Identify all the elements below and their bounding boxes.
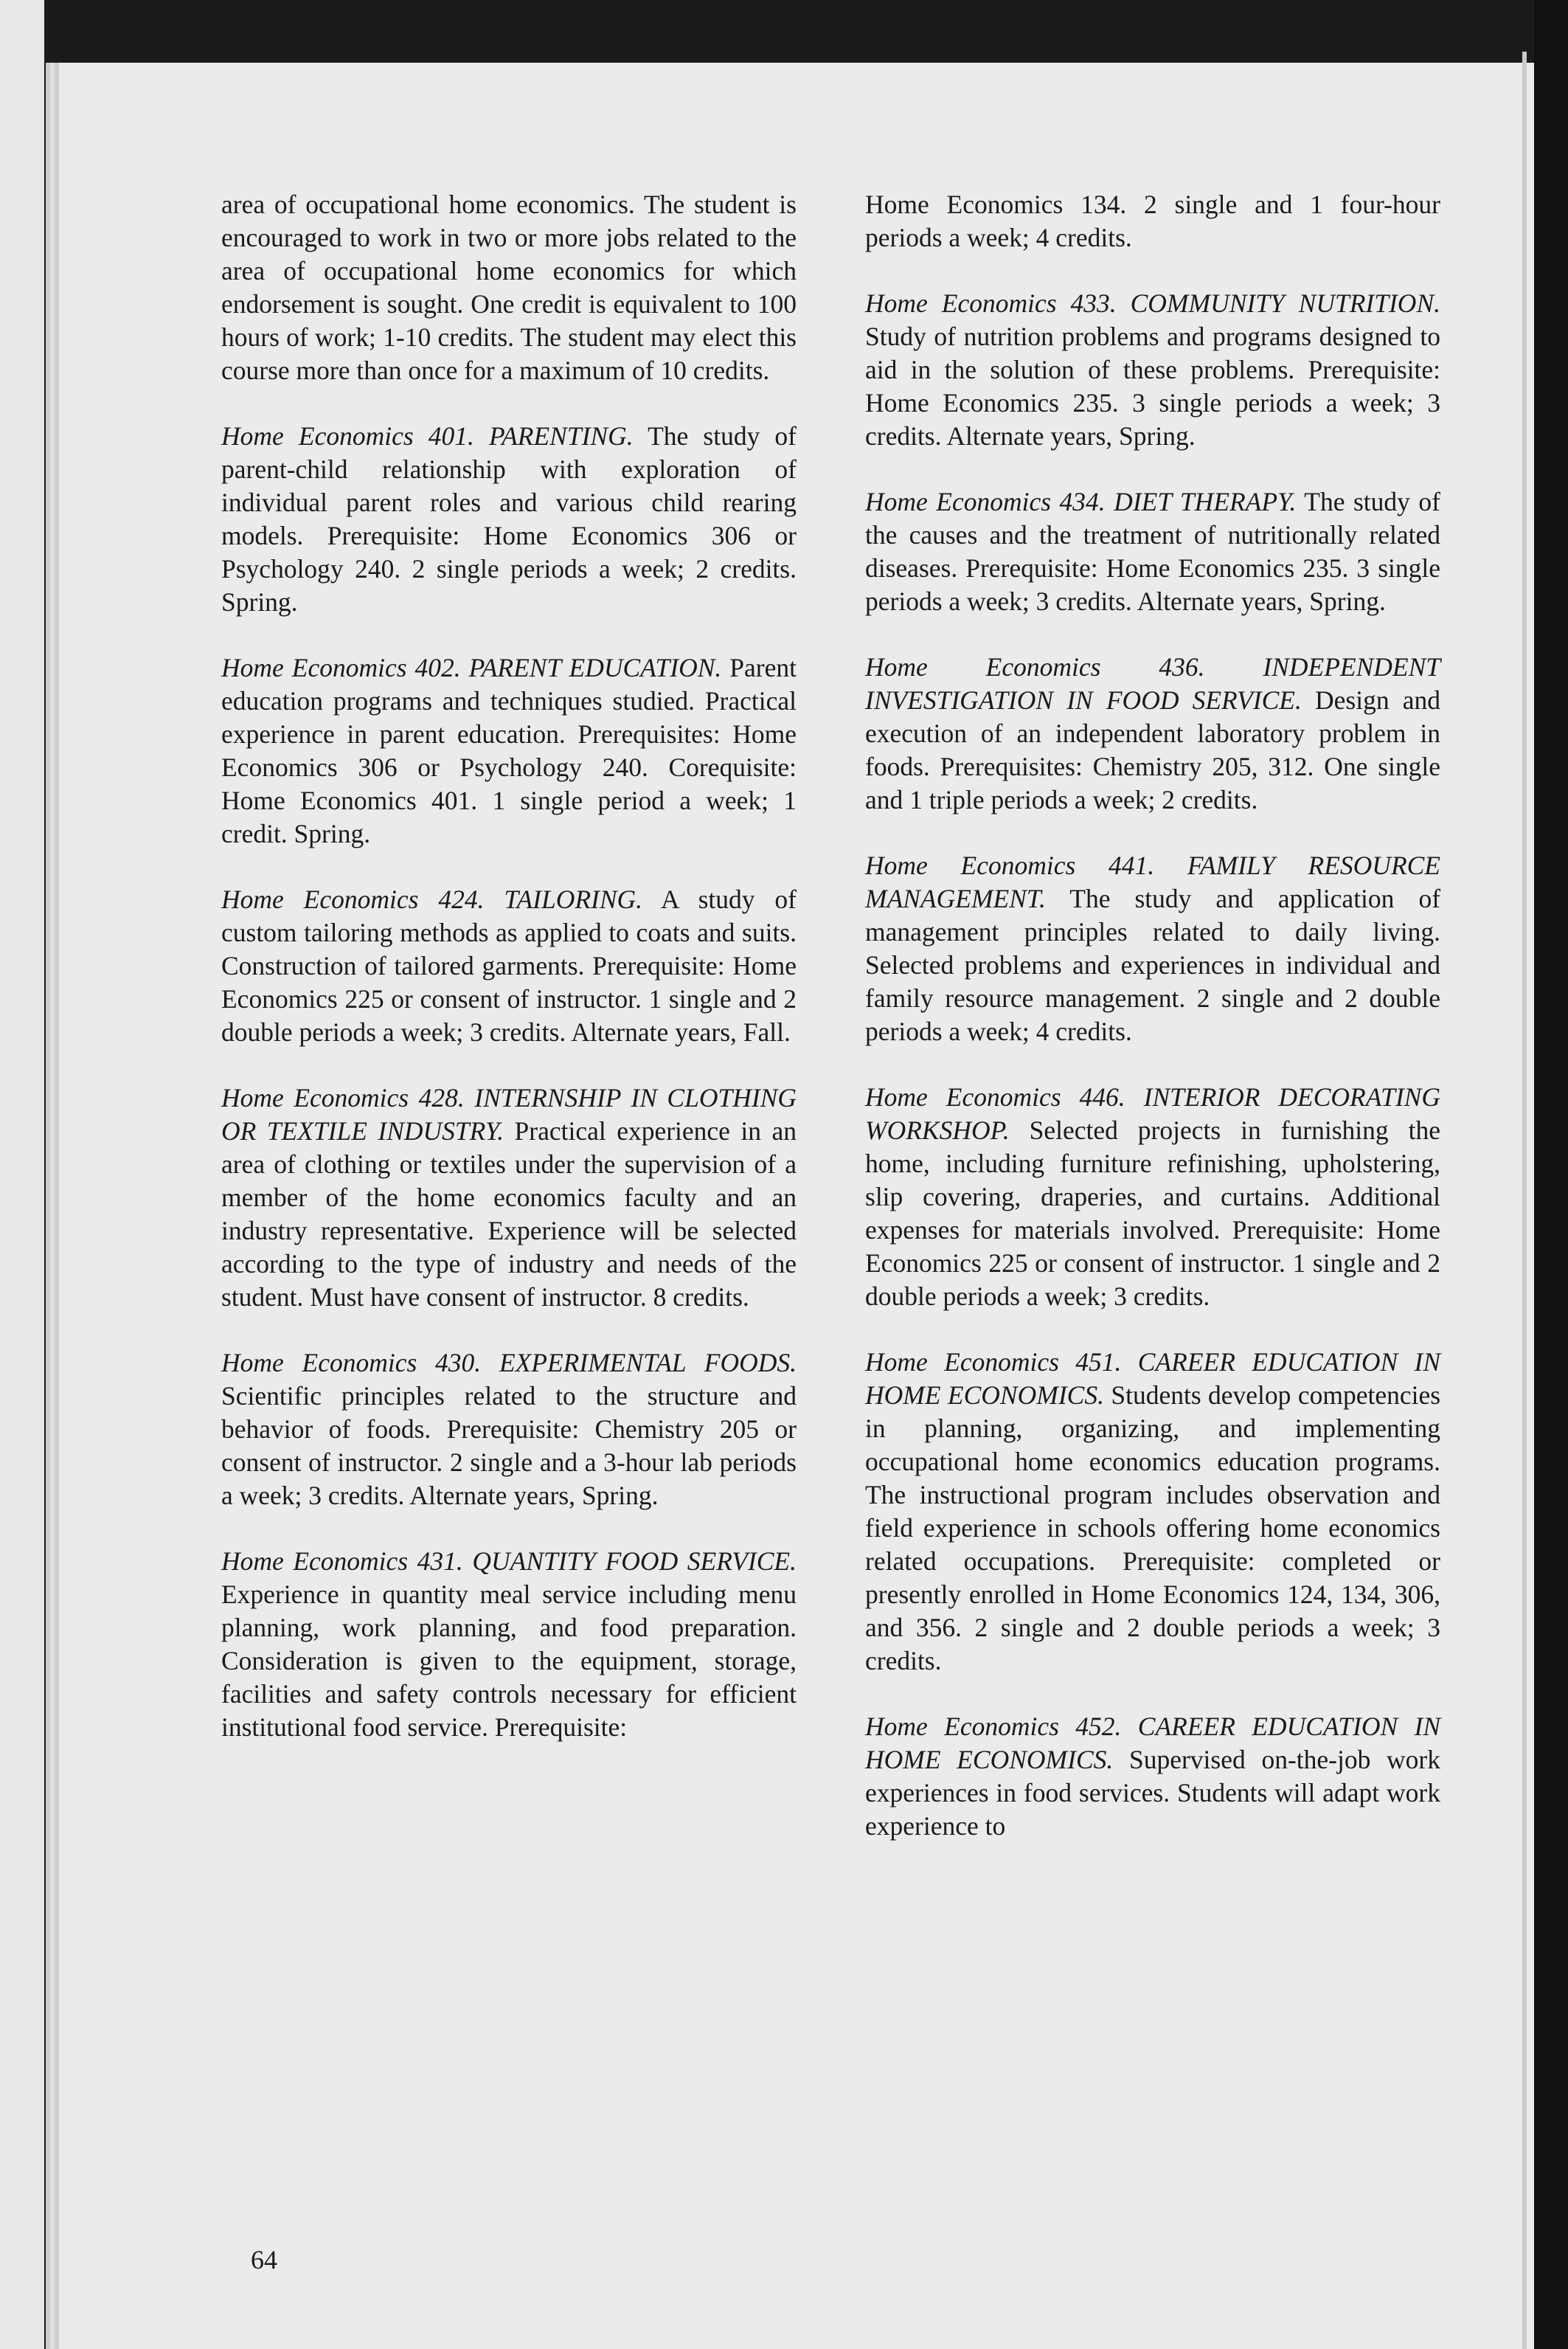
course-description: The study of the causes and the treatment of nutritionally related diseases. Prerequisite: Home Economics 235. 3 single periods a week; 3 credits. Alternate years, Spring. — [865, 487, 1440, 616]
course-entry — [221, 883, 797, 1049]
course-entry — [221, 1545, 797, 1744]
course-description: Supervised on-the-job work experiences in food services. Students will adapt work experience to — [865, 1745, 1441, 1841]
course-description: Home Economics 134. 2 single and 1 four-hour periods a week; 4 credits. — [865, 190, 1440, 252]
course-description: The study and application of management principles related to daily living. Selected problems and experiences in individual and family resource management. 2 single and 2 double periods a week; 4 credits. — [865, 884, 1441, 1046]
course-description: Design and execution of an independent laboratory problem in foods. Prerequisites: Chemistry 205, 312. One single and 1 triple periods a week; 2 credits. — [865, 685, 1440, 814]
left-column — [221, 188, 797, 1777]
course-description: Practical experience in an area of clothing or textiles under the supervision of a member of the home economics faculty and an industry representative. Experience will be selected according to the type of industry and needs of the student. Must have consent of instructor. 8 credits. — [221, 1116, 797, 1312]
course-entry — [865, 1346, 1440, 1678]
course-entry — [865, 849, 1440, 1048]
course-title: Home Economics 452. CAREER EDUCATION IN HOME ECONOMICS. — [865, 1712, 1440, 1774]
book-spine — [1534, 0, 1568, 2349]
course-description: Scientific principles related to the structure and behavior of foods. Prerequisite: Chemistry 205 or consent of instructor. 2 single and a 3-hour lab periods a week; 3 credits. Alternate years, Spring. — [221, 1381, 797, 1510]
course-description: Parent education programs and techniques studied. Practical experience in parent education. Prerequisites: Home Economics 306 or Psychology 240. Corequisite: Home Economics 401. 1 single period a week; 1 credit. Spring. — [221, 653, 797, 848]
course-entry — [865, 287, 1440, 453]
course-description: A study of custom tailoring methods as applied to coats and suits. Construction of tailored garments. Prerequisite: Home Economics 225 or consent of instructor. 1 single and 2 double periods a week; 3 credits. Alternate years, Fall. — [221, 885, 797, 1047]
course-title: Home Economics 433. COMMUNITY NUTRITION. — [865, 288, 1440, 318]
page-number: 64 — [251, 2245, 277, 2274]
course-entry — [865, 1081, 1440, 1313]
course-entry — [865, 485, 1440, 618]
course-entry — [221, 651, 797, 851]
course-title: Home Economics 402. PARENT EDUCATION. — [221, 653, 722, 682]
course-description: Selected projects in furnishing the home, including furniture refinishing, upholstering, slip covering, draperies, and curtains. Additional expenses for materials involved. Prerequisite: Home Economics 225 or consent of instructor. 1 single and 2 double periods a week; 3 credits. — [865, 1115, 1441, 1311]
background-left — [0, 0, 44, 2349]
course-entry — [221, 1082, 797, 1314]
course-description: The study of parent-child relationship with exploration of individual parent roles and various child rearing models. Prerequisite: Home Economics 306 or Psychology 240. 2 single periods a week; 2 credits. Spring. — [221, 421, 797, 617]
course-title: Home Economics 451. CAREER EDUCATION IN HOME ECONOMICS. — [865, 1347, 1440, 1410]
course-title: Home Economics 441. FAMILY RESOURCE MANAGEMENT. — [865, 851, 1440, 913]
page-edge — [1522, 52, 1527, 2349]
course-description: Students develop competencies in planning, organizing, and implementing occupational home economics education programs. The instructional program includes observation and field experience in schools offering home economics related occupations. Prerequisite: completed or presently enrolled in Home Economics 124, 134, 306, and 356. 2 single and 2 double periods a week; 3 credits. — [865, 1380, 1441, 1675]
course-entry — [865, 188, 1440, 255]
course-title: Home Economics 430. EXPERIMENTAL FOODS. — [221, 1348, 797, 1377]
course-title: Home Economics 424. TAILORING. — [221, 885, 643, 914]
course-entry — [221, 1346, 797, 1512]
course-description: Study of nutrition problems and programs designed to aid in the solution of these problems. Prerequisite: Home Economics 235. 3 single periods a week; 3 credits. Alternate years, Spring. — [865, 322, 1440, 451]
course-entry — [865, 651, 1440, 817]
course-description: Experience in quantity meal service including menu planning, work planning, and food preparation. Consideration is given to the equipment, storage, facilities and safety controls necessary for efficient institutional food service. Prerequisite: — [221, 1580, 797, 1742]
right-column — [865, 188, 1440, 1875]
course-title: Home Economics 431. QUANTITY FOOD SERVICE. — [221, 1546, 797, 1576]
course-title: Home Economics 434. DIET THERAPY. — [865, 487, 1297, 516]
course-title: Home Economics 446. INTERIOR DECORATING WORKSHOP. — [865, 1082, 1440, 1145]
course-entry — [865, 1710, 1440, 1843]
course-entry — [221, 420, 797, 619]
course-title: Home Economics 428. INTERNSHIP IN CLOTHING OR TEXTILE INDUSTRY. — [221, 1083, 797, 1146]
course-entry — [221, 188, 797, 387]
course-description: area of occupational home economics. The student is encouraged to work in two or more jobs related to the area of occupational home economics for which endorsement is sought. One credit is equivalent to 100 hours of work; 1-10 credits. The student may elect this course more than once for a maximum of 10 credits. — [221, 190, 797, 385]
course-title: Home Economics 436. INDEPENDENT INVESTIGATION IN FOOD SERVICE. — [865, 652, 1440, 715]
course-title: Home Economics 401. PARENTING. — [221, 421, 634, 451]
